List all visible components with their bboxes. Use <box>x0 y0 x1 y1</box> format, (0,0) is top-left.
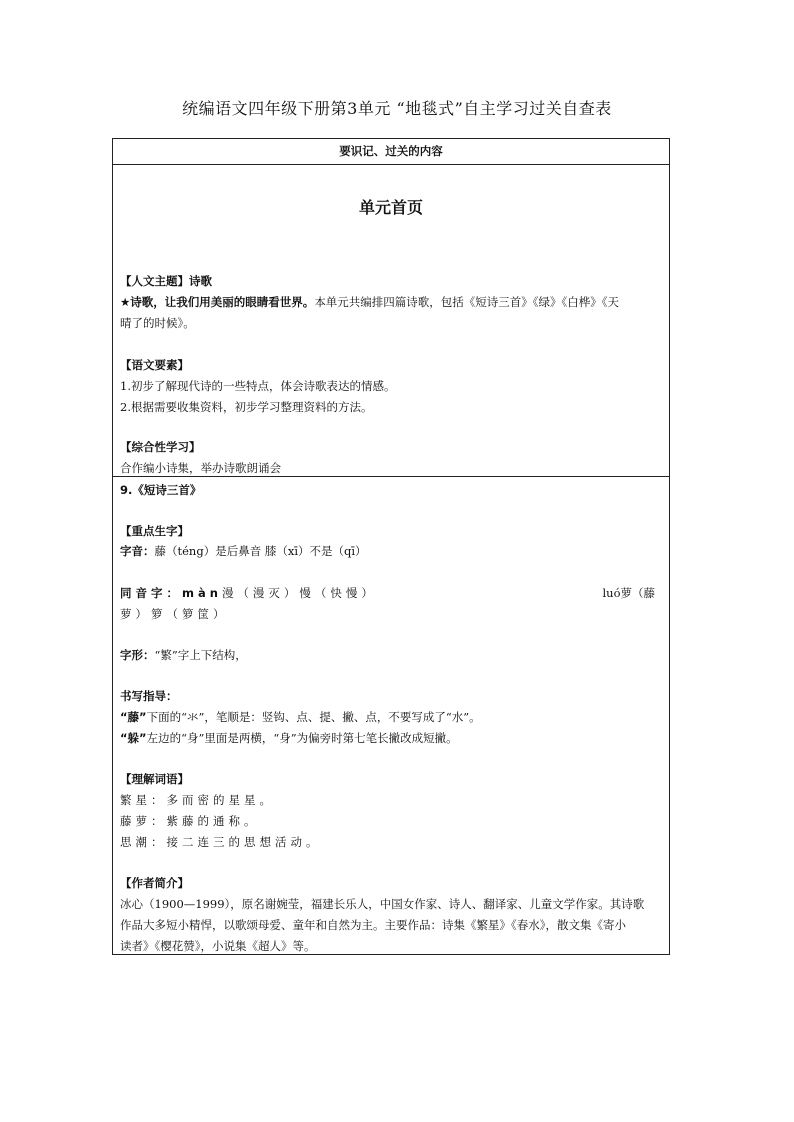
homophone-label: 同音字：màn <box>120 586 222 600</box>
lesson-title: 9.《短诗三首》 <box>120 483 202 497</box>
word-2: 藤萝：紫藤的通称。 <box>120 814 260 828</box>
theme-line-2: 晴了的时候》。 <box>120 316 195 330</box>
elements-label: 【语文要素】 <box>120 358 189 372</box>
shape-label: 字形： <box>120 648 155 662</box>
unit-overview-cell <box>113 165 669 477</box>
theme-label: 【人文主题】诗歌 <box>120 274 212 288</box>
writing-label: 书写指导： <box>120 689 178 703</box>
homophone-line <box>120 583 662 603</box>
element-2: 2.根据需要收集资料，初步学习整理资料的方法。 <box>120 400 373 414</box>
sound-text: 藤（téng）是后鼻音 膝（xī）不是（qī） <box>154 544 367 558</box>
lesson-cell <box>113 477 669 954</box>
writing-2-text: 左边的“身”里面是两横，“身”为偏旁时第七笔长撇改成短撇。 <box>146 731 458 745</box>
theme-line-1 <box>120 292 662 312</box>
writing-line-2 <box>120 728 662 748</box>
word-3: 思潮：接二连三的思想活动。 <box>120 835 322 849</box>
shape-line <box>120 645 662 665</box>
homophone-right: luó萝（藤 <box>602 586 655 600</box>
writing-1-text: 下面的“氺”，笔顺是：竖钩、点、提、撇、点，不要写成了“水”。 <box>146 710 481 724</box>
shape-text: “繁”字上下结构， <box>154 648 247 662</box>
checklist-table <box>112 138 670 955</box>
writing-line-1 <box>120 707 662 727</box>
writing-1-char: “藤” <box>120 710 147 724</box>
theme-bold: ★诗歌，让我们用美丽的眼睛看世界。 <box>120 295 315 309</box>
word-1: 繁星：多而密的星星。 <box>120 793 275 807</box>
author-line-2: 作品大多短小精悍，以歌颂母爱、童年和自然为主。主要作品：诗集《繁星》《春水》，散文集《寄小 <box>120 918 626 932</box>
sound-line <box>120 541 662 561</box>
author-label: 【作者简介】 <box>120 876 189 890</box>
unit-title: 单元首页 <box>358 198 423 217</box>
words-label: 【理解词语】 <box>120 772 189 786</box>
document-title: 统编语文四年级下册第3单元 “地毯式”自主学习过关自查表 <box>182 99 612 118</box>
sound-label: 字音： <box>120 544 155 558</box>
author-line-3: 读者》《樱花赞》，小说集《超人》等。 <box>120 939 316 953</box>
table-header: 要识记、过关的内容 <box>113 139 669 165</box>
study-label: 【综合性学习】 <box>120 440 201 454</box>
author-line-1: 冰心（1900—1999），原名谢婉莹，福建长乐人，中国女作家、诗人、翻译家、儿童文学作家。其诗歌 <box>120 897 645 911</box>
homophone-line-2: 萝）箩（箩筐） <box>120 607 229 621</box>
homophone-text: 漫（漫灭）慢（快慢） <box>221 586 377 600</box>
writing-2-char: “躲” <box>120 731 147 745</box>
element-1: 1.初步了解现代诗的一些特点，体会诗歌表达的情感。 <box>120 379 396 393</box>
study-text: 合作编小诗集，举办诗歌朗诵会 <box>120 461 281 475</box>
chars-label: 【重点生字】 <box>120 524 189 538</box>
theme-text: 本单元共编排四篇诗歌，包括《短诗三首》《绿》《白桦》《天 <box>314 295 620 309</box>
